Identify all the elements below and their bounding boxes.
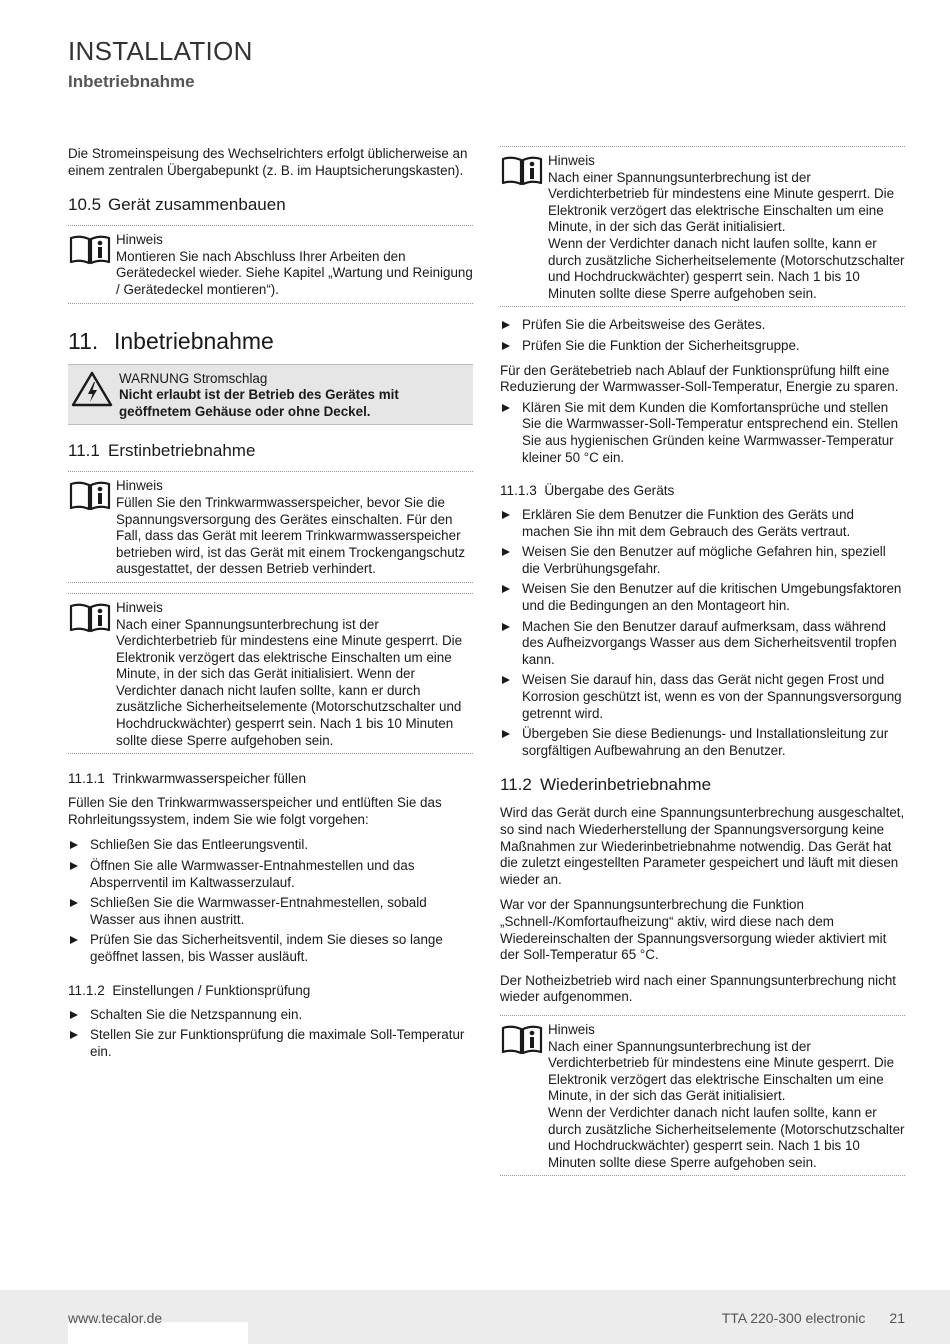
- list-item: Schalten Sie die Netzspannung ein.: [68, 1007, 473, 1024]
- subsection-number: 11.1.3: [500, 483, 537, 499]
- book-info-icon: [68, 232, 116, 298]
- restart-paragraph-3: Der Notheizbetrieb wird nach einer Spannungsunterbrechung nicht wieder aufgenommen.: [500, 972, 897, 1005]
- book-info-icon: [500, 1022, 548, 1171]
- note-box: [68, 225, 473, 303]
- warning-text: Nicht erlaubt ist der Betrieb des Gerätes mit geöffnetem Gehäuse oder ohne Deckel.: [119, 387, 399, 419]
- note-box: [500, 1015, 905, 1176]
- subsection-heading-11-1-1: [68, 770, 473, 787]
- section-heading-11-1: [68, 441, 473, 461]
- footer-info: [722, 1310, 905, 1326]
- settings-steps-list: [68, 1007, 473, 1061]
- reduce-paragraph: Für den Gerätebetrieb nach Ablauf der Funktionsprüfung hilft eine Reduzierung der Warmwasser-Soll-Temperatur, Energie zu sparen.: [500, 362, 899, 395]
- page-number: 21: [889, 1310, 905, 1326]
- book-info-icon: [68, 600, 116, 749]
- list-item: Erklären Sie dem Benutzer die Funktion des Geräts und machen Sie ihn mit dem Gebrauch des Geräts vertraut.: [500, 507, 905, 540]
- list-item: Klären Sie mit dem Kunden die Komfortansprüche und stellen Sie die Warmwasser-Soll-Temperatur entsprechend ein. Stellen Sie aus hygienischen Gründen keine Warmwasser-Temperatur kleiner 50 °C ein.: [500, 400, 905, 466]
- left-column: [68, 146, 473, 1068]
- list-item: Prüfen Sie die Funktion der Sicherheitsgruppe.: [500, 338, 905, 355]
- note-title: Hinweis: [116, 232, 163, 248]
- page-title: INSTALLATION: [68, 36, 253, 66]
- warning-title: WARNUNG Stromschlag: [119, 370, 268, 386]
- list-item: Prüfen Sie das Sicherheitsventil, indem Sie dieses so lange geöffnet lassen, bis Wasser ausläuft.: [68, 932, 473, 965]
- note-text: Nach einer Spannungsunterbrechung ist der Verdichterbetrieb für mindestens eine Minute gesperrt. Die Elektronik verzögert das elektrische Einschalten um eine Minute, in der sich das Gerät initialisiert.: [548, 1038, 895, 1104]
- list-item: Machen Sie den Benutzer darauf aufmerksam, dass während des Aufheizvorgangs Wasser aus dem Sicherheitsventil tropfen kann.: [500, 619, 905, 669]
- page-subtitle: Inbetriebnahme: [68, 72, 195, 91]
- section-number: 11.1: [68, 441, 100, 461]
- chapter-heading-11: [68, 328, 473, 354]
- list-item: Weisen Sie den Benutzer auf die kritischen Umgebungsfaktoren und die Bedingungen an den Montageort hin.: [500, 581, 905, 614]
- subsection-number: 11.1.2: [68, 982, 105, 998]
- note-text: Wenn der Verdichter danach nicht laufen sollte, kann er durch zusätzliche Sicherheitselemente (Motorschutzschalter und Hochdruckwächter) gesperrt sein. Nach 1 bis 10 Minuten sollte diese Sperre aufgehoben sein.: [548, 1104, 905, 1170]
- subsection-heading-11-1-2: [68, 982, 473, 999]
- right-column: [500, 146, 905, 1186]
- note-title: Hinweis: [548, 153, 595, 168]
- restart-paragraph-1: Wird das Gerät durch eine Spannungsunterbrechung ausgeschaltet, so sind nach Wiederherstellung der Spannungsversorgung keine Maßnahmen zur Wiederinbetriebnahme notwendig. Das Gerät hat die zuletzt eingestellten Parameter gespeichert und läuft mit diesen wieder an.: [500, 805, 905, 887]
- section-title: Erstinbetriebnahme: [108, 441, 256, 461]
- section-heading-11-2: [500, 775, 905, 795]
- page-footer: [0, 1290, 950, 1344]
- book-info-icon: [68, 478, 116, 578]
- list-item: Prüfen Sie die Arbeitsweise des Gerätes.: [500, 317, 905, 334]
- check-steps-list: [500, 317, 905, 354]
- list-item: Schließen Sie das Entleerungsventil.: [68, 837, 473, 854]
- footer-model: TTA 220-300 electronic: [721, 1310, 866, 1326]
- subsection-title: Übergabe des Geräts: [544, 483, 675, 499]
- note-title: Hinweis: [116, 478, 163, 494]
- note-text: Montieren Sie nach Abschluss Ihrer Arbeiten den Gerätedeckel wieder. Siehe Kapitel „Wartung und Reinigung / Gerätedeckel montieren“).: [116, 248, 473, 297]
- footer-url: www.tecalor.de: [68, 1310, 163, 1326]
- warning-box: [68, 364, 473, 426]
- note-title: Hinweis: [548, 1021, 595, 1037]
- note-title: Hinweis: [116, 599, 163, 615]
- list-item: Weisen Sie darauf hin, dass das Gerät nicht gegen Frost und Korrosion geschützt ist, wenn es von der Spannungsversorgung getrennt wird.: [500, 672, 905, 722]
- intro-paragraph: Die Stromeinspeisung des Wechselrichters erfolgt üblicherweise an einem zentralen Übergabepunkt (z. B. im Hauptsicherungskasten).: [68, 146, 468, 178]
- chapter-title: Inbetriebnahme: [114, 327, 274, 354]
- book-info-icon: [500, 153, 548, 302]
- fill-intro: Füllen Sie den Trinkwarmwasserspeicher und entlüften Sie das Rohrleitungssystem, indem Sie wie folgt vorgehen:: [68, 795, 442, 827]
- note-text: Wenn der Verdichter danach nicht laufen sollte, kann er durch zusätzliche Sicherheitselemente (Motorschutzschalter und Hochdruckwächter) gesperrt sein. Nach 1 bis 10 Minuten sollte diese Sperre aufgehoben sein.: [548, 235, 905, 301]
- list-item: Schließen Sie die Warmwasser-Entnahmestellen, sobald Wasser aus ihnen austritt.: [68, 895, 473, 928]
- list-item: Stellen Sie zur Funktionsprüfung die maximale Soll-Temperatur ein.: [68, 1027, 473, 1060]
- chapter-number: 11.: [68, 327, 99, 354]
- section-number: 10.5: [68, 195, 102, 215]
- subsection-heading-11-1-3: [500, 482, 905, 499]
- subsection-title: Trinkwarmwasserspeicher füllen: [112, 771, 307, 787]
- restart-paragraph-2: War vor der Spannungsunterbrechung die Funktion „Schnell-/Komfortaufheizung“ aktiv, wird diese nach dem Wiedereinschalten der Spannungsversorgung wieder aktiviert mit der Soll-Temperatur 65 °C.: [500, 897, 887, 963]
- note-text: Nach einer Spannungsunterbrechung ist der Verdichterbetrieb für mindestens eine Minute gesperrt. Die Elektronik verzögert das elektrische Einschalten um eine Minute, in der sich das Gerät initialisiert. Wenn der Verdichter danach nicht laufen sollte, kann er durch zusätzliche Sicherheitselemente (Motorschutzschalter und Hochdruckwächter) gesperrt sein. Nach 1 bis 10 Minuten sollte diese Sperre aufgehoben sein.: [116, 616, 463, 748]
- handover-steps-list: [500, 507, 905, 759]
- section-number: 11.2: [500, 775, 532, 795]
- list-item: Übergeben Sie diese Bedienungs- und Installationsleitung zur sorgfältigen Aufbewahrung an den Benutzer.: [500, 726, 905, 759]
- section-title: Gerät zusammenbauen: [108, 195, 286, 215]
- note-box: [68, 471, 473, 583]
- subsection-title: Einstellungen / Funktionsprüfung: [112, 982, 311, 998]
- fill-steps-list: [68, 837, 473, 965]
- note-text: Nach einer Spannungsunterbrechung ist der Verdichterbetrieb für mindestens eine Minute gesperrt. Die Elektronik verzögert das elektrische Einschalten um eine Minute, in der sich das Gerät initialisiert.: [548, 169, 895, 235]
- subsection-number: 11.1.1: [68, 771, 105, 787]
- note-box: [500, 146, 905, 307]
- page-header: [68, 36, 253, 92]
- list-item: Öffnen Sie alle Warmwasser-Entnahmestellen und das Absperrventil im Kaltwasserzulauf.: [68, 858, 473, 891]
- section-title: Wiederinbetriebnahme: [540, 775, 712, 795]
- note-box: [68, 593, 473, 754]
- warning-triangle-icon: [68, 371, 119, 421]
- reduce-steps-list: [500, 400, 905, 466]
- list-item: Weisen Sie den Benutzer auf mögliche Gefahren hin, speziell die Verbrühungsgefahr.: [500, 544, 905, 577]
- section-heading-10-5: [68, 195, 473, 215]
- note-text: Füllen Sie den Trinkwarmwasserspeicher, bevor Sie die Spannungsversorgung des Gerätes einschalten. Für den Fall, dass das Gerät mit leerem Trinkwarmwasserspeicher betrieben wird, ist das Gerät mit einem Trockengangschutz ausgestattet, der dessen Betrieb verhindert.: [116, 494, 466, 577]
